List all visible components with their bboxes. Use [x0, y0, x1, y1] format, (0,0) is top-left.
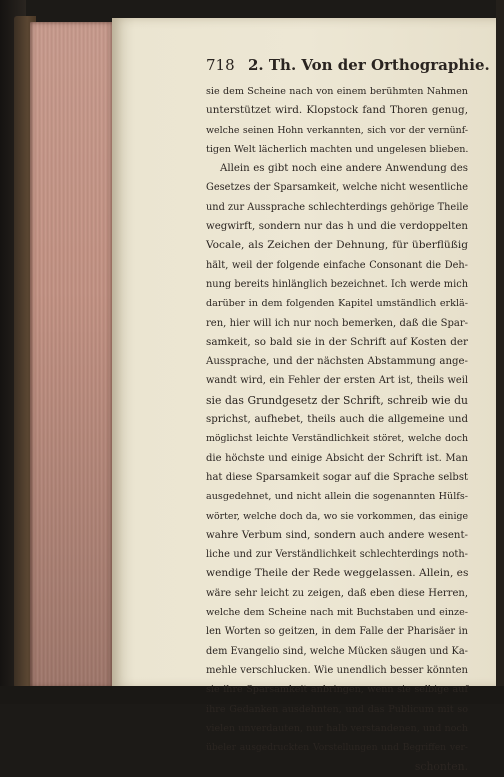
- body-text: [206, 82, 468, 777]
- text-line: wahre Verbum sind, sondern auch andere wesent-: [206, 529, 468, 541]
- text-line: welche dem Scheine nach mit Buchstaben und einze-: [206, 607, 468, 619]
- text-line: hat diese Sparsamkeit sogar auf die Sprache selbst: [206, 471, 468, 483]
- running-head: 2. Th. Von der Orthographie.: [248, 56, 490, 74]
- page-header: [206, 56, 490, 78]
- text-line: Aussprache, und der nächsten Abstammung ange-: [206, 356, 468, 368]
- background-right: [496, 0, 504, 704]
- text-line: wäre sehr leicht zu zeigen, daß eben diese Herren,: [206, 587, 468, 599]
- text-line: sie dem Scheine nach von einem berühmten Nahmen: [206, 86, 468, 97]
- text-line: sprichst, aufhebet, theils auch die allgemeine und: [206, 414, 468, 426]
- text-line: welche seinen Hohn verkannten, sich vor der vernünf-: [206, 124, 468, 136]
- text-line: len Worten so geitzen, in dem Falle der Pharisäer in: [206, 626, 468, 638]
- text-line: schonten.: [414, 760, 468, 774]
- page-number: 718: [206, 56, 235, 74]
- text-line: hält, weil der folgende einfache Consonant die Deh-: [206, 259, 468, 271]
- text-line: vielen unverdauten, nur halb verstandenen, und noch: [206, 722, 468, 734]
- text-line: unterstützet wird. Klopstock fand Thoren genug,: [206, 104, 468, 117]
- text-line: samkeit, so bald sie in der Schrift auf Kosten der: [206, 335, 468, 348]
- text-line: ren, hier will ich nur noch bemerken, daß die Spar-: [206, 317, 468, 329]
- text-line: Allein es gibt noch eine andere Anwendung des: [220, 163, 468, 175]
- text-line: übeler ausgedruckten Vorstellungen und Begriffen ver-: [206, 742, 468, 754]
- text-line: dem Evangelio sind, welche Mücken säugen und Ka-: [206, 645, 468, 657]
- text-line: tigen Welt lächerlich machten und ungelesen blieben.: [206, 143, 469, 155]
- text-line: ausgedehnet, und nicht allein die sogenannten Hülfs-: [206, 491, 468, 503]
- text-line: und zur Aussprache schlechterdings gehörige Theile: [206, 201, 469, 213]
- text-line: Gesetzes der Sparsamkeit, welche nicht wesentliche: [206, 182, 468, 194]
- text-line: wörter, welche doch da, wo sie vorkommen, das einige: [206, 510, 468, 522]
- text-line: liche und zur Verständlichkeit schlechterdings noth-: [206, 549, 468, 561]
- text-line: wendige Theile der Rede weggelassen. Allein, es: [206, 567, 469, 580]
- text-line: ihre Gedanken ausdehnten, und das Publicum mit so: [206, 703, 468, 715]
- text-line: Vocale, als Zeichen der Dehnung, für überflüßig: [206, 239, 468, 252]
- text-line: mehle verschlucken. Wie unendlich besser könnten: [206, 664, 468, 676]
- text-line: nung bereits hinlänglich bezeichnet. Ich werde mich: [206, 278, 468, 290]
- text-line: wandt wird, ein Fehler der ersten Art ist, theils weil: [206, 375, 468, 387]
- text-line: möglichst leichte Verständlichkeit störet, welche doch: [206, 433, 468, 445]
- text-line: wegwirft, sondern nur das h und die verdoppelten: [206, 221, 468, 233]
- text-line: die höchste und einige Absicht der Schrift ist. Man: [206, 452, 468, 464]
- text-line: sie das Grundgesetz der Schrift, schreib wie du: [206, 393, 468, 407]
- page-edges-shading: [30, 22, 114, 688]
- text-line: sie ihre Sparsamkeit anbringen, wenn sie selbige auf: [206, 684, 468, 696]
- text-line: darüber in dem folgenden Kapitel umständlich erklä-: [206, 298, 468, 310]
